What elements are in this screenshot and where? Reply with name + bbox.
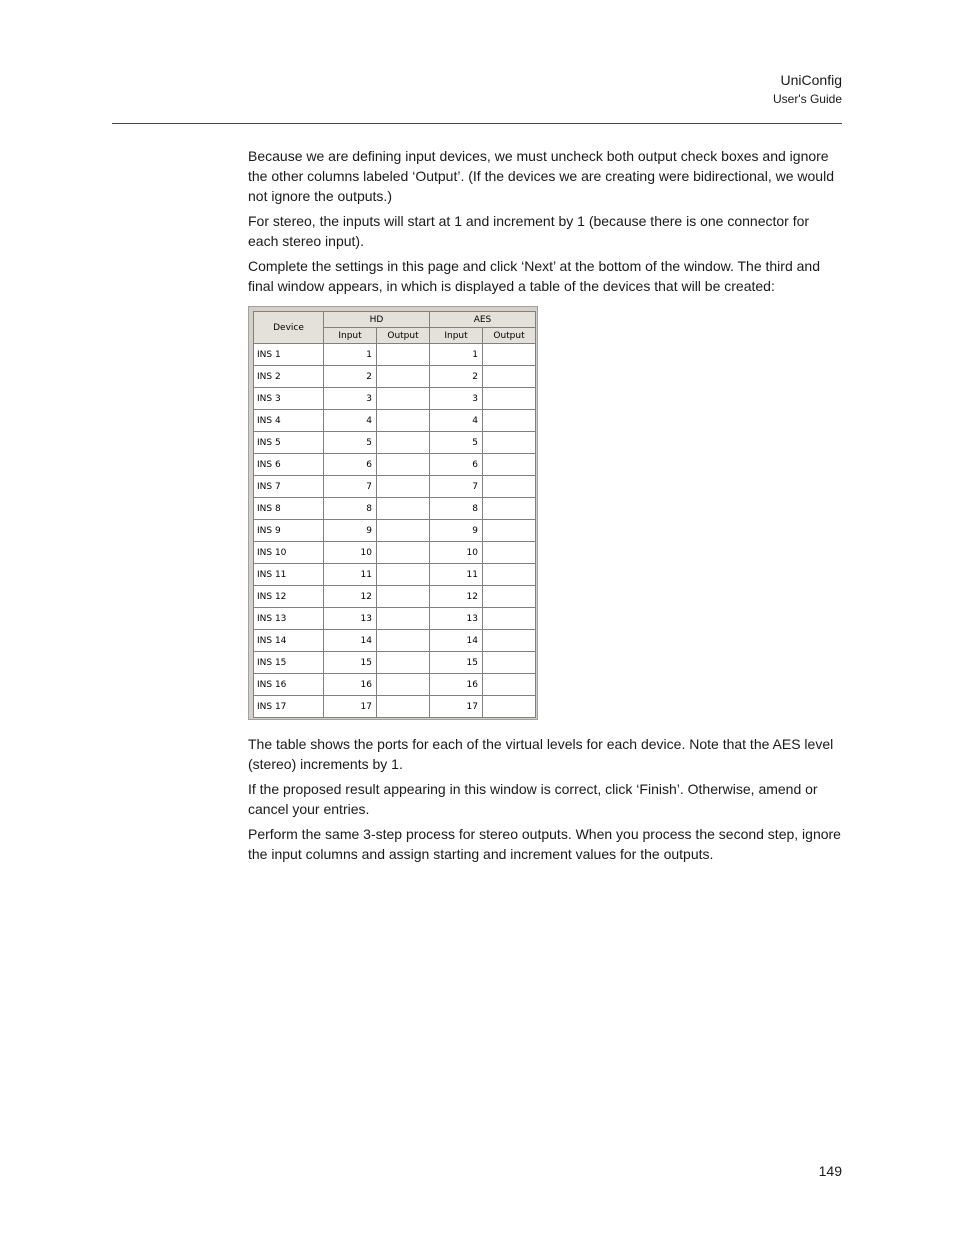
cell-hd-output[interactable] — [377, 498, 430, 520]
cell-device[interactable]: INS 6 — [254, 454, 324, 476]
cell-aes-output[interactable] — [483, 586, 536, 608]
conclusion-text — [248, 734, 842, 869]
cell-hd-output[interactable] — [377, 696, 430, 718]
cell-aes-input[interactable]: 2 — [430, 366, 483, 388]
cell-aes-input[interactable]: 13 — [430, 608, 483, 630]
cell-aes-output[interactable] — [483, 608, 536, 630]
cell-aes-output[interactable] — [483, 432, 536, 454]
cell-aes-input[interactable]: 1 — [430, 344, 483, 366]
cell-aes-output[interactable] — [483, 498, 536, 520]
table-row[interactable] — [254, 586, 536, 608]
cell-hd-output[interactable] — [377, 630, 430, 652]
cell-hd-output[interactable] — [377, 652, 430, 674]
intro-text — [248, 146, 842, 301]
cell-hd-input[interactable]: 14 — [324, 630, 377, 652]
cell-aes-input[interactable]: 5 — [430, 432, 483, 454]
table-row[interactable] — [254, 696, 536, 718]
paragraph: The table shows the ports for each of the virtual levels for each device. Note that the AES level (stereo) increments by 1. — [248, 736, 834, 772]
cell-aes-output[interactable] — [483, 520, 536, 542]
table-row[interactable] — [254, 652, 536, 674]
paragraph: If the proposed result appearing in this window is correct, click ‘Finish’. Otherwise, amend or cancel your entries. — [248, 781, 818, 817]
cell-device[interactable]: INS 15 — [254, 652, 324, 674]
table-row[interactable] — [254, 564, 536, 586]
column-header-hd-output[interactable]: Output — [377, 328, 430, 344]
table-row[interactable] — [254, 674, 536, 696]
paragraph: Complete the settings in this page and click ‘Next’ at the bottom of the window. The third and final window appears, in which is displayed a table of the devices that will be created: — [248, 258, 820, 294]
header-title: UniConfig — [780, 72, 842, 88]
table-row[interactable] — [254, 432, 536, 454]
cell-aes-input[interactable]: 15 — [430, 652, 483, 674]
header-subtitle: User's Guide — [773, 92, 842, 106]
page-number: 149 — [818, 1163, 842, 1179]
cell-aes-input[interactable]: 7 — [430, 476, 483, 498]
cell-device[interactable]: INS 13 — [254, 608, 324, 630]
cell-hd-output[interactable] — [377, 454, 430, 476]
cell-aes-output[interactable] — [483, 652, 536, 674]
cell-aes-input[interactable]: 12 — [430, 586, 483, 608]
cell-aes-output[interactable] — [483, 674, 536, 696]
table-row[interactable] — [254, 542, 536, 564]
cell-aes-input[interactable]: 8 — [430, 498, 483, 520]
cell-hd-input[interactable]: 4 — [324, 410, 377, 432]
column-header-aes-output[interactable]: Output — [483, 328, 536, 344]
cell-aes-input[interactable]: 6 — [430, 454, 483, 476]
table-row[interactable] — [254, 410, 536, 432]
cell-device[interactable]: INS 3 — [254, 388, 324, 410]
table-body — [254, 344, 536, 718]
cell-aes-output[interactable] — [483, 564, 536, 586]
cell-aes-input[interactable]: 11 — [430, 564, 483, 586]
cell-hd-input[interactable]: 9 — [324, 520, 377, 542]
cell-hd-input[interactable]: 3 — [324, 388, 377, 410]
table-row[interactable] — [254, 520, 536, 542]
cell-hd-output[interactable] — [377, 674, 430, 696]
cell-hd-input[interactable]: 16 — [324, 674, 377, 696]
cell-hd-output[interactable] — [377, 344, 430, 366]
cell-hd-input[interactable]: 2 — [324, 366, 377, 388]
header-rule — [112, 123, 842, 124]
cell-aes-output[interactable] — [483, 366, 536, 388]
cell-aes-input[interactable]: 16 — [430, 674, 483, 696]
column-header-hd-input[interactable]: Input — [324, 328, 377, 344]
column-header-device[interactable]: Device — [254, 312, 324, 344]
cell-hd-output[interactable] — [377, 410, 430, 432]
cell-aes-output[interactable] — [483, 476, 536, 498]
cell-aes-input[interactable]: 3 — [430, 388, 483, 410]
cell-hd-input[interactable]: 12 — [324, 586, 377, 608]
cell-device[interactable]: INS 1 — [254, 344, 324, 366]
cell-aes-output[interactable] — [483, 410, 536, 432]
cell-hd-output[interactable] — [377, 586, 430, 608]
cell-hd-output[interactable] — [377, 608, 430, 630]
cell-hd-output[interactable] — [377, 388, 430, 410]
cell-aes-output[interactable] — [483, 388, 536, 410]
cell-hd-output[interactable] — [377, 476, 430, 498]
cell-aes-input[interactable]: 10 — [430, 542, 483, 564]
paragraph: Because we are defining input devices, we must uncheck both output check boxes and ignore the other columns labeled ‘Output’. (If the devices we are creating were bidirectional, we would not ignore the outputs.) — [248, 148, 834, 204]
cell-device[interactable]: INS 12 — [254, 586, 324, 608]
paragraph: Perform the same 3-step process for stereo outputs. When you process the second step, ignore the input columns and assign starting and increment values for the outputs. — [248, 826, 841, 862]
cell-aes-input[interactable]: 14 — [430, 630, 483, 652]
cell-aes-output[interactable] — [483, 542, 536, 564]
cell-hd-input[interactable]: 10 — [324, 542, 377, 564]
paragraph: For stereo, the inputs will start at 1 and increment by 1 (because there is one connector for each stereo input). — [248, 213, 810, 249]
cell-aes-input[interactable]: 17 — [430, 696, 483, 718]
cell-hd-input[interactable]: 17 — [324, 696, 377, 718]
column-header-aes-input[interactable]: Input — [430, 328, 483, 344]
cell-aes-output[interactable] — [483, 630, 536, 652]
cell-hd-input[interactable]: 5 — [324, 432, 377, 454]
table-row[interactable] — [254, 366, 536, 388]
table-row[interactable] — [254, 630, 536, 652]
table-row[interactable] — [254, 388, 536, 410]
cell-hd-output[interactable] — [377, 564, 430, 586]
cell-device[interactable]: INS 17 — [254, 696, 324, 718]
cell-device[interactable]: INS 4 — [254, 410, 324, 432]
cell-aes-output[interactable] — [483, 344, 536, 366]
group-header-hd[interactable]: HD — [324, 312, 430, 328]
cell-aes-output[interactable] — [483, 696, 536, 718]
cell-hd-output[interactable] — [377, 520, 430, 542]
cell-device[interactable]: INS 11 — [254, 564, 324, 586]
cell-device[interactable]: INS 7 — [254, 476, 324, 498]
cell-device[interactable]: INS 8 — [254, 498, 324, 520]
cell-hd-input[interactable]: 7 — [324, 476, 377, 498]
table-row[interactable] — [254, 476, 536, 498]
cell-hd-input[interactable]: 1 — [324, 344, 377, 366]
device-table — [253, 311, 536, 718]
cell-device[interactable]: INS 16 — [254, 674, 324, 696]
table-row[interactable] — [254, 608, 536, 630]
cell-device[interactable]: INS 14 — [254, 630, 324, 652]
cell-device[interactable]: INS 9 — [254, 520, 324, 542]
cell-aes-input[interactable]: 4 — [430, 410, 483, 432]
table-row[interactable] — [254, 344, 536, 366]
cell-hd-input[interactable]: 15 — [324, 652, 377, 674]
table-row[interactable] — [254, 498, 536, 520]
cell-aes-output[interactable] — [483, 454, 536, 476]
cell-hd-output[interactable] — [377, 432, 430, 454]
cell-hd-input[interactable]: 8 — [324, 498, 377, 520]
cell-aes-input[interactable]: 9 — [430, 520, 483, 542]
cell-hd-output[interactable] — [377, 366, 430, 388]
cell-hd-input[interactable]: 6 — [324, 454, 377, 476]
cell-device[interactable]: INS 10 — [254, 542, 324, 564]
cell-device[interactable]: INS 5 — [254, 432, 324, 454]
device-table-screenshot — [248, 306, 538, 720]
cell-hd-output[interactable] — [377, 542, 430, 564]
cell-hd-input[interactable]: 11 — [324, 564, 377, 586]
running-header — [773, 70, 842, 108]
group-header-aes[interactable]: AES — [430, 312, 536, 328]
table-row[interactable] — [254, 454, 536, 476]
cell-hd-input[interactable]: 13 — [324, 608, 377, 630]
cell-device[interactable]: INS 2 — [254, 366, 324, 388]
